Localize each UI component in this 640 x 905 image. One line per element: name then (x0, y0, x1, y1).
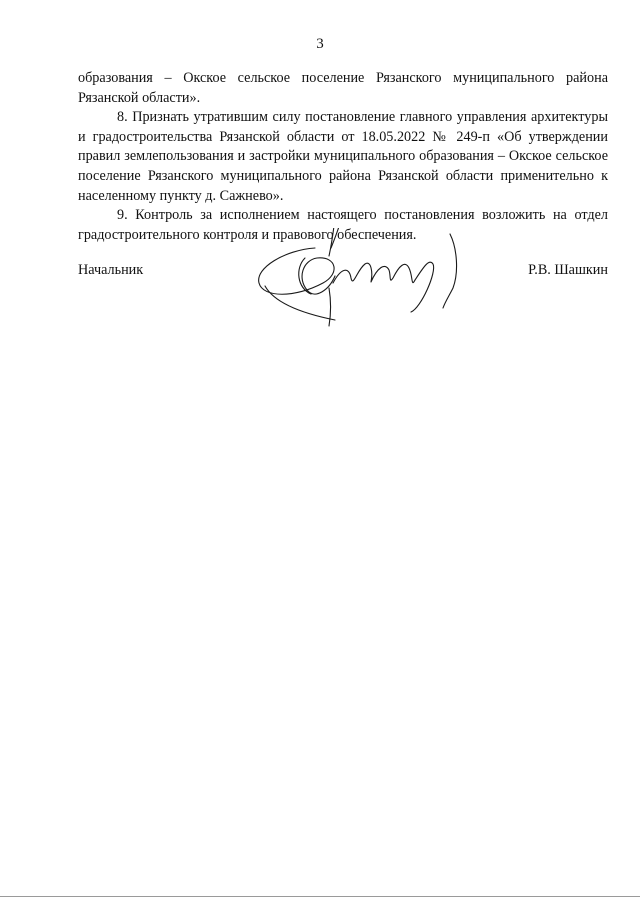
document-body (78, 69, 608, 245)
page-bottom-rule (0, 896, 640, 897)
signatory-name: Р.В. Шашкин (528, 262, 608, 278)
paragraph-item-8: 8. Признать утратившим силу постановление главного управления архитектуры и градостроительства Рязанской области от 18.05.2022 № 249-п «Об утверждении правил землепользования и застройки муниципального образования – Окское сельское поселение Рязанского муниципального района Рязанской области применительно к населенному пункту д. Сажнево». (78, 109, 608, 204)
paragraph-continuation: образования – Окское сельское поселение Рязанского муниципального района Рязанской области». (78, 70, 608, 106)
page-number: 3 (316, 36, 324, 52)
paragraph-item-9: 9. Контроль за исполнением настоящего постановления возложить на отдел градостроительного контроля и правового обеспечения. (78, 207, 608, 243)
signatory-title: Начальник (78, 262, 144, 278)
handwritten-signature (245, 228, 485, 328)
